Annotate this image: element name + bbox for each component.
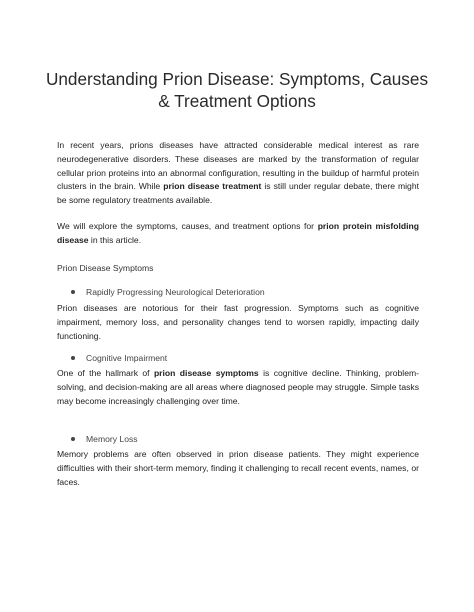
- bullet-paragraph-bold: prion disease symptoms: [153, 368, 259, 378]
- bullet-paragraph-text-1: One of the hallmark of: [57, 368, 154, 378]
- bullet-label: Memory Loss: [86, 434, 138, 444]
- intro-text-1: In recent years, prions diseases have attracted considerable medical interest as rare neurodegenerative disorders. These diseases are marked by the transformation of regular cellular prion proteins into an abnormal configuration, resulting in the buildup of harmful protein clusters in the brain. While: [57, 140, 419, 192]
- intro-paragraph: [57, 139, 419, 208]
- intro-text-2: is still under regular debate, there might be some regulatory treatments available.: [57, 181, 419, 206]
- bullet-paragraph: Memory problems are often observed in prion disease patients. They might experience difficulties with their short-term memory, finding it challenging to recall recent events, names, or faces.: [57, 449, 419, 487]
- bullet-icon: [71, 356, 75, 360]
- bullet-icon: [71, 437, 75, 441]
- bullet-item: [71, 286, 265, 298]
- explore-text-1: We will explore the symptoms, causes, and treatment options for: [57, 221, 318, 231]
- page-title: Understanding Prion Disease: Symptoms, Causes & Treatment Options: [45, 69, 429, 111]
- intro-bold-phrase: prion disease treatment: [163, 181, 262, 192]
- bullet-item: [71, 433, 138, 445]
- explore-paragraph: [57, 220, 419, 248]
- explore-text-2: in this article.: [88, 234, 142, 245]
- bullet-paragraph: [57, 367, 419, 408]
- bullet-icon: [71, 290, 75, 294]
- bullet-label: Cognitive Impairment: [86, 353, 168, 363]
- bullet-label: Rapidly Progressing Neurological Deterioration: [86, 287, 265, 297]
- symptoms-heading: Prion Disease Symptoms: [57, 263, 154, 273]
- bullet-paragraph: Prion diseases are notorious for their fast progression. Symptoms such as cognitive impairment, memory loss, and personality changes tend to worsen rapidly, impacting daily functioning.: [57, 303, 419, 341]
- explore-bold-phrase: prion protein misfolding disease: [57, 221, 419, 245]
- bullet-item: [71, 352, 167, 364]
- bullet-paragraph-text-2: is cognitive decline. Thinking, problem-solving, and decision-making are all areas where diagnosed people may struggle. Simple tasks may become increasingly challenging over time.: [57, 368, 420, 406]
